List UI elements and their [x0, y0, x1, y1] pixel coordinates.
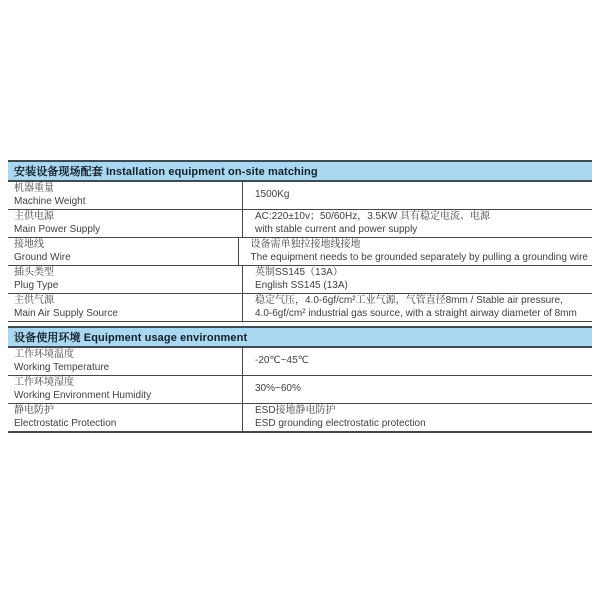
row-label-cell: [8, 376, 243, 403]
row-label-zh: 插头类型: [14, 267, 54, 278]
row-label-cell: [8, 182, 243, 209]
row-value-cell: [243, 182, 592, 209]
table-row-ground-wire: [8, 238, 592, 266]
table-row-main-air-supply: [8, 294, 592, 322]
row-label-en: Main Power Supply: [14, 223, 101, 235]
section-header-installation-matching: 安装设备现场配套 Installation equipment on-site matching: [8, 160, 592, 182]
row-value-line: 4.0-6gf/cm² industrial gas source, with a straight airway diameter of 8mm: [255, 307, 577, 319]
row-value-line: 稳定气压，4.0-6gf/cm²工业气源，气管直径8mm / Stable air pressure,: [255, 295, 563, 306]
row-value-line: 1500Kg: [255, 189, 290, 201]
row-value-line: ESD接地静电防护: [255, 405, 336, 416]
row-value-line: AC:220±10v；50/60Hz，3.5KW 具有稳定电流、电源: [255, 211, 490, 222]
row-label-zh: 工作环境湿度: [14, 377, 74, 388]
row-value-line: English SS145 (13A): [255, 279, 348, 291]
table-row-main-power-supply: [8, 210, 592, 238]
row-value-cell: [243, 404, 592, 431]
row-label-en: Machine Weight: [14, 195, 86, 207]
row-label-cell: [8, 266, 243, 293]
row-label-cell: [8, 294, 243, 321]
row-value-line: -20℃~45℃: [255, 355, 309, 367]
row-label-en: Main Air Supply Source: [14, 307, 118, 319]
spec-table: [8, 160, 592, 433]
row-label-cell: [8, 404, 243, 431]
section-installation-matching: [8, 160, 592, 322]
row-label-cell: [8, 210, 243, 237]
row-value-cell: [239, 238, 592, 265]
row-label-cell: [8, 348, 243, 375]
row-value-cell: [243, 210, 592, 237]
row-value-cell: [243, 294, 592, 321]
table-row-working-humidity: [8, 376, 592, 404]
section-usage-environment: [8, 326, 592, 433]
row-label-zh: 主供气源: [14, 295, 54, 306]
row-value-line: 英制SS145（13A）: [255, 267, 343, 278]
table-row-electrostatic-protection: [8, 404, 592, 433]
row-label-en: Electrostatic Protection: [14, 417, 117, 429]
row-label-zh: 主供电源: [14, 211, 54, 222]
row-label-en: Ground Wire: [14, 251, 71, 263]
row-label-zh: 工作环境温度: [14, 349, 74, 360]
section-header-usage-environment: 设备使用环境 Equipment usage environment: [8, 326, 592, 348]
row-value-line: with stable current and power supply: [255, 223, 418, 235]
table-row-working-temperature: [8, 348, 592, 376]
row-label-en: Working Temperature: [14, 361, 110, 373]
row-value-line: 设备需单独拉接地线接地: [250, 239, 361, 250]
row-value-cell: [243, 266, 592, 293]
table-row-machine-weight: [8, 182, 592, 210]
row-value-line: ESD grounding electrostatic protection: [255, 417, 426, 429]
row-label-en: Working Environment Humidity: [14, 389, 152, 401]
row-label-cell: [8, 238, 239, 265]
table-row-plug-type: [8, 266, 592, 294]
row-value-line: 30%~60%: [255, 383, 301, 395]
row-label-zh: 静电防护: [14, 405, 54, 416]
row-label-zh: 机器重量: [14, 183, 54, 194]
row-label-en: Plug Type: [14, 279, 59, 291]
row-value-cell: [243, 376, 592, 403]
row-value-line: The equipment needs to be grounded separately by pulling a grounding wire: [250, 251, 588, 263]
row-value-cell: [243, 348, 592, 375]
row-label-zh: 接地线: [14, 239, 44, 250]
